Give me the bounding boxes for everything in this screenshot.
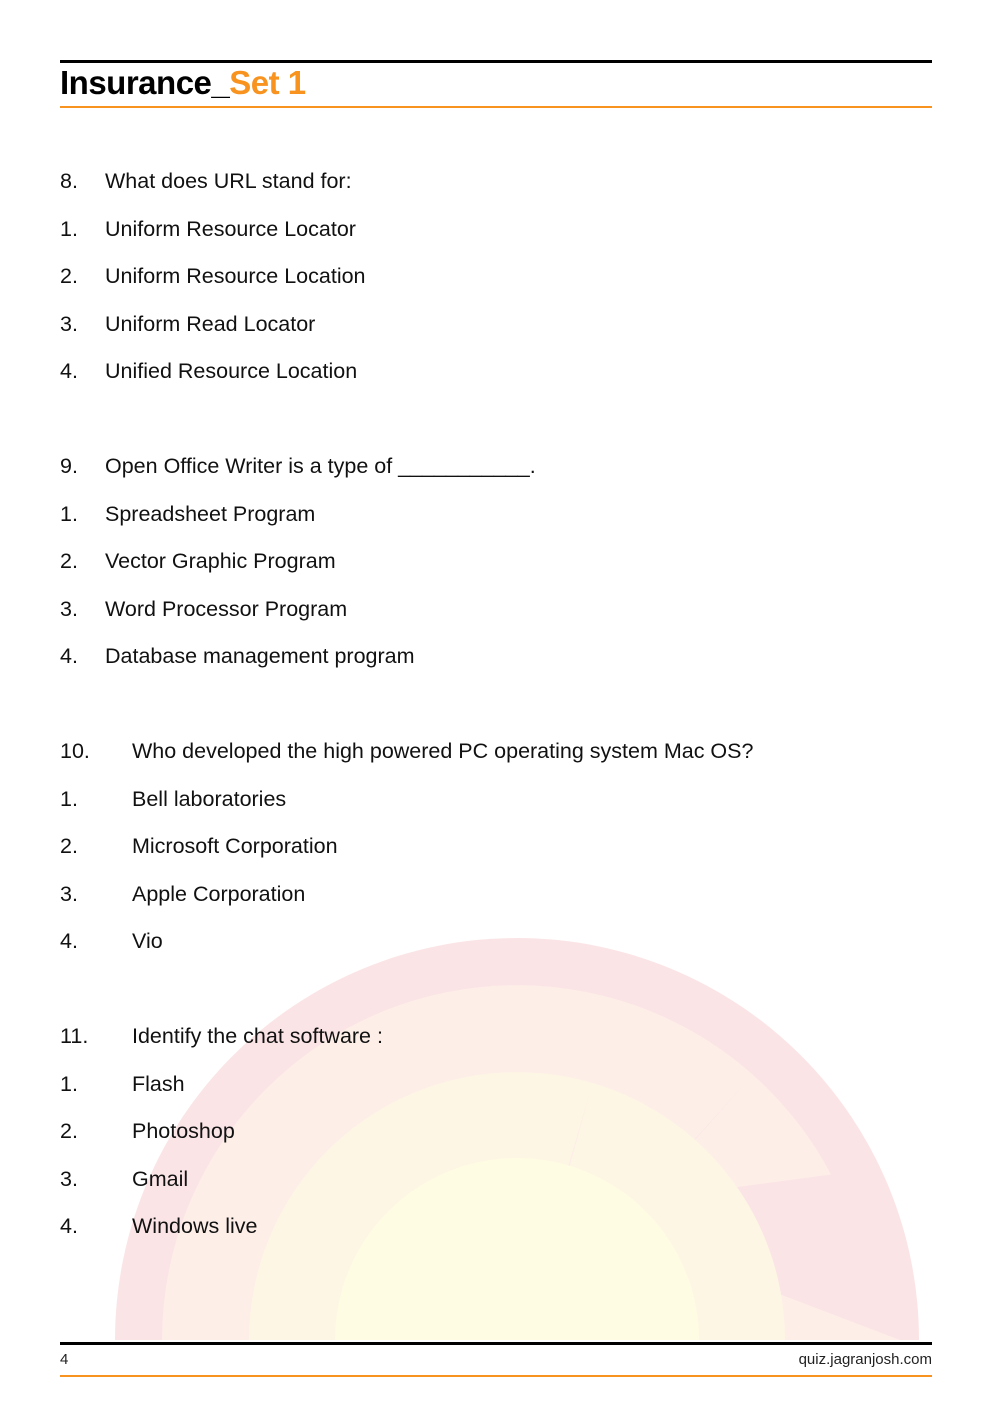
question-number: 10.: [60, 739, 90, 763]
footer-accent-rule: [60, 1375, 932, 1377]
option-text: Photoshop: [132, 1119, 235, 1143]
footer-site: quiz.jagranjosh.com: [798, 1351, 932, 1368]
option-text: Vio: [132, 929, 163, 953]
option-text: Apple Corporation: [132, 881, 306, 906]
question-text: Who developed the high powered PC operating system Mac OS?: [132, 739, 754, 763]
option-number: 4.: [60, 359, 78, 383]
question-number: 8.: [60, 169, 78, 193]
option-number: 3.: [60, 1166, 78, 1191]
option-text: Uniform Resource Location: [105, 264, 366, 288]
option-number: 3.: [60, 881, 78, 906]
question-number: 9.: [60, 454, 78, 478]
option-number: 4.: [60, 929, 78, 953]
option-number: 4.: [60, 1214, 78, 1238]
question-text: Identify the chat software :: [132, 1024, 383, 1048]
page-title: [60, 64, 306, 102]
option-number: 2.: [60, 264, 78, 288]
option-text: Database management program: [105, 644, 415, 668]
option-text: Gmail: [132, 1166, 189, 1191]
question-number: 11.: [60, 1024, 89, 1048]
option-number: 1.: [60, 786, 78, 811]
option-number: 1.: [60, 501, 78, 526]
option-number: 3.: [60, 311, 78, 336]
option-text: Flash: [132, 1071, 185, 1096]
option-text: Uniform Read Locator: [105, 311, 316, 336]
option-text: Spreadsheet Program: [105, 501, 316, 526]
option-text: Vector Graphic Program: [105, 549, 336, 573]
page-number: 4: [60, 1351, 69, 1368]
footer-rule: [60, 1342, 932, 1345]
option-text: Unified Resource Location: [105, 359, 358, 383]
option-number: 1.: [60, 216, 78, 241]
option-number: 4.: [60, 644, 78, 668]
option-number: 2.: [60, 549, 78, 573]
option-number: 3.: [60, 596, 78, 621]
option-text: Uniform Resource Locator: [105, 216, 356, 241]
question-text: What does URL stand for:: [105, 169, 352, 193]
option-text: Word Processor Program: [105, 596, 348, 621]
header-rule: [60, 60, 932, 63]
option-number: 2.: [60, 834, 78, 858]
question-text: Open Office Writer is a type of ___________.: [105, 454, 536, 478]
title-main: Insurance_: [60, 64, 230, 101]
title-accent: Set 1: [229, 64, 306, 101]
header-accent-rule: [60, 106, 932, 108]
option-number: 1.: [60, 1071, 78, 1096]
option-text: Microsoft Corporation: [132, 834, 338, 858]
option-number: 2.: [60, 1119, 78, 1143]
option-text: Windows live: [132, 1214, 258, 1238]
option-text: Bell laboratories: [132, 786, 287, 811]
